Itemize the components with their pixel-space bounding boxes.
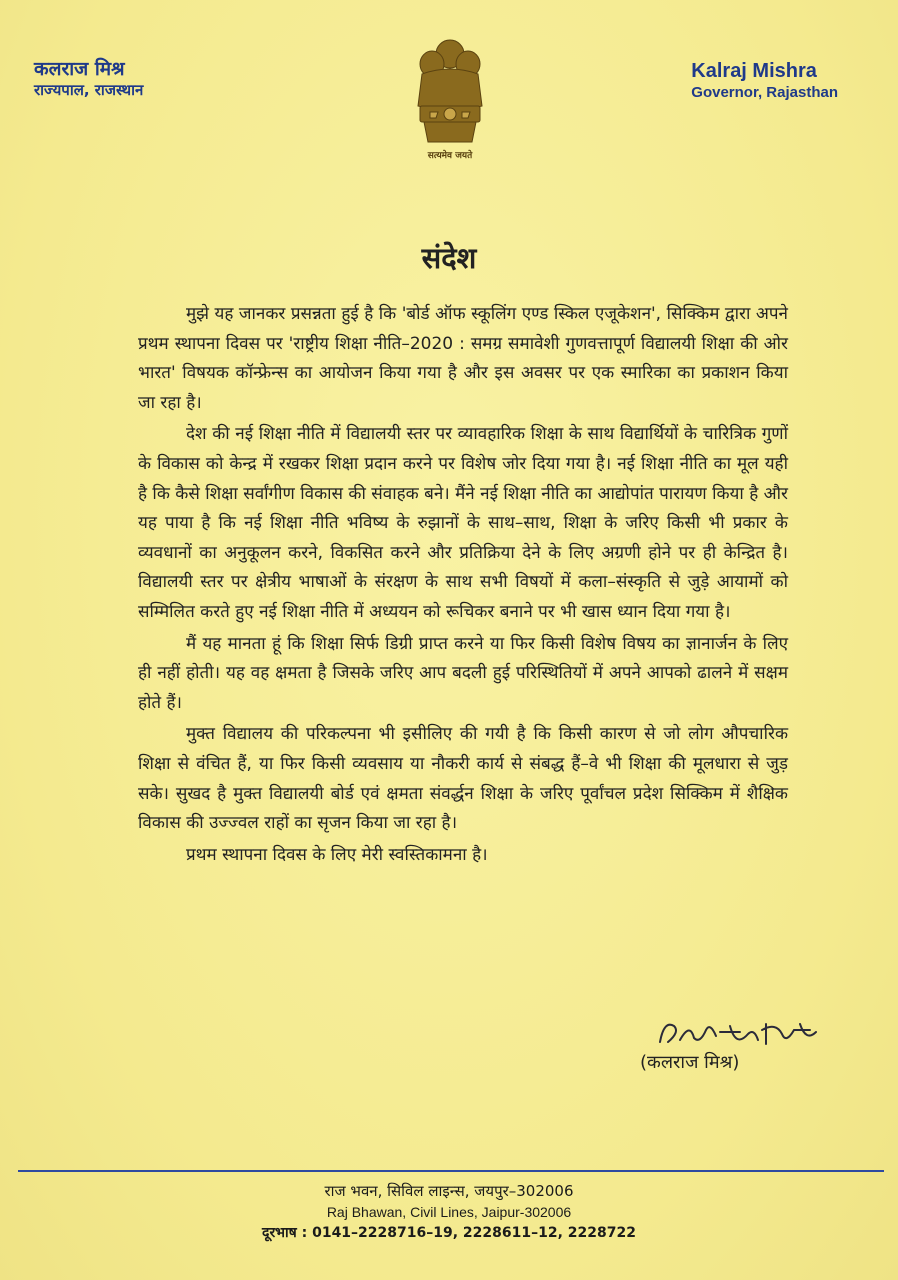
address-hindi: राज भवन, सिविल लाइन्स, जयपुर–302006 — [324, 1182, 574, 1200]
paragraph: देश की नई शिक्षा नीति में विद्यालयी स्तर पर व्यावहारिक शिक्षा के साथ विद्यार्थियों के चारित्रिक गुणों के विकास को केन्द्र में रखकर शिक्षा प्रदान करने पर विशेष जोर दिया गया है। नई शिक्षा नीति का मूल यही है कि कैसे शिक्षा सर्वांगीण विकास की संवाहक बने। मैंने नई शिक्षा नीति का आद्योपांत पारायण किया है और यह पाया है कि नई शिक्षा नीति भविष्य के रुझानों के साथ–साथ, शिक्षा के जरिए किसी भी प्रकार के व्यवधानों का अनुकूलन करने, विकसित करने और प्रतिक्रिया देने के लिए अग्रणी होने पर ही केन्द्रित है। विद्यालयी स्तर पर क्षेत्रीय भाषाओं के संरक्षण के साथ सभी विषयों में कला–संस्कृति से जुड़े आयामों को सम्मिलित करते हुए नई शिक्षा नीति में अध्ययन को रूचिकर बनाने पर भी खास ध्यान दिया गया है। — [138, 424, 788, 622]
paragraph: मुक्त विद्यालय की परिकल्पना भी इसीलिए की गयी है कि किसी कारण से जो लोग औपचारिक शिक्षा से वंचित हैं, या फिर किसी व्यवसाय या नौकरी कार्य से संबद्ध हैं–वे भी शिक्षा की मूलधारा से जुड़ सके। सुखद है मुक्त विद्यालयी बोर्ड एवं क्षमता संवर्द्धन शिक्षा के जरिए पूर्वांचल प्रदेश सिक्किम में शैक्षिक विकास की उज्ज्वल राहों का सृजन किया जा रहा है। — [138, 724, 788, 834]
state-emblem-icon — [404, 34, 496, 164]
emblem-motto: सत्यमेव जयते — [427, 151, 473, 161]
paragraph: मैं यह मानता हूं कि शिक्षा सिर्फ डिग्री प्राप्त करने या फिर किसी विशेष विषय का ज्ञानार्जन के लिए ही नहीं होती। यह वह क्षमता है जिसके जरिए आप बदली हुई परिस्थितियों में अपने आपको ढालने में सक्षम होते हैं। — [138, 633, 788, 713]
address-english: Raj Bhawan, Civil Lines, Jaipur-302006 — [326, 1204, 572, 1220]
sender-name-hindi: कलराज मिश्र — [34, 58, 125, 80]
paragraph: मुझे यह जानकर प्रसन्नता हुई है कि 'बोर्ड ऑफ स्कूलिंग एण्ड स्किल एजूकेशन', सिक्किम द्वारा अपने प्रथम स्थापना दिवस पर 'राष्ट्रीय शिक्षा नीति–2020 : समग्र समावेशी गुणवत्तापूर्ण विद्यालयी शिक्षा की ओर भारत' विषयक कॉन्फ्रेन्स का आयोजन किया गया है और इस अवसर पर एक स्मारिका का प्रकाशन किया जा रहा है। — [138, 304, 788, 413]
letter-body — [138, 300, 788, 872]
paragraph: प्रथम स्थापना दिवस के लिए मेरी स्वस्तिकामना है। — [186, 844, 488, 865]
sender-hindi-block — [34, 58, 143, 100]
sender-role-hindi: राज्यपाल, राजस्थान — [34, 81, 144, 99]
letter-title: संदेश — [421, 241, 477, 275]
sender-role-english: Governor, Rajasthan — [691, 84, 838, 101]
footer-address — [0, 1180, 898, 1244]
signatory-name: (कलराज मिश्र) — [640, 1052, 740, 1073]
footer-divider — [18, 1170, 884, 1172]
sender-english-block — [691, 60, 838, 103]
phone-numbers: दूरभाष : 0141–2228716–19, 2228611–12, 2228722 — [262, 1225, 636, 1241]
sender-name-english: Kalraj Mishra — [691, 60, 817, 82]
